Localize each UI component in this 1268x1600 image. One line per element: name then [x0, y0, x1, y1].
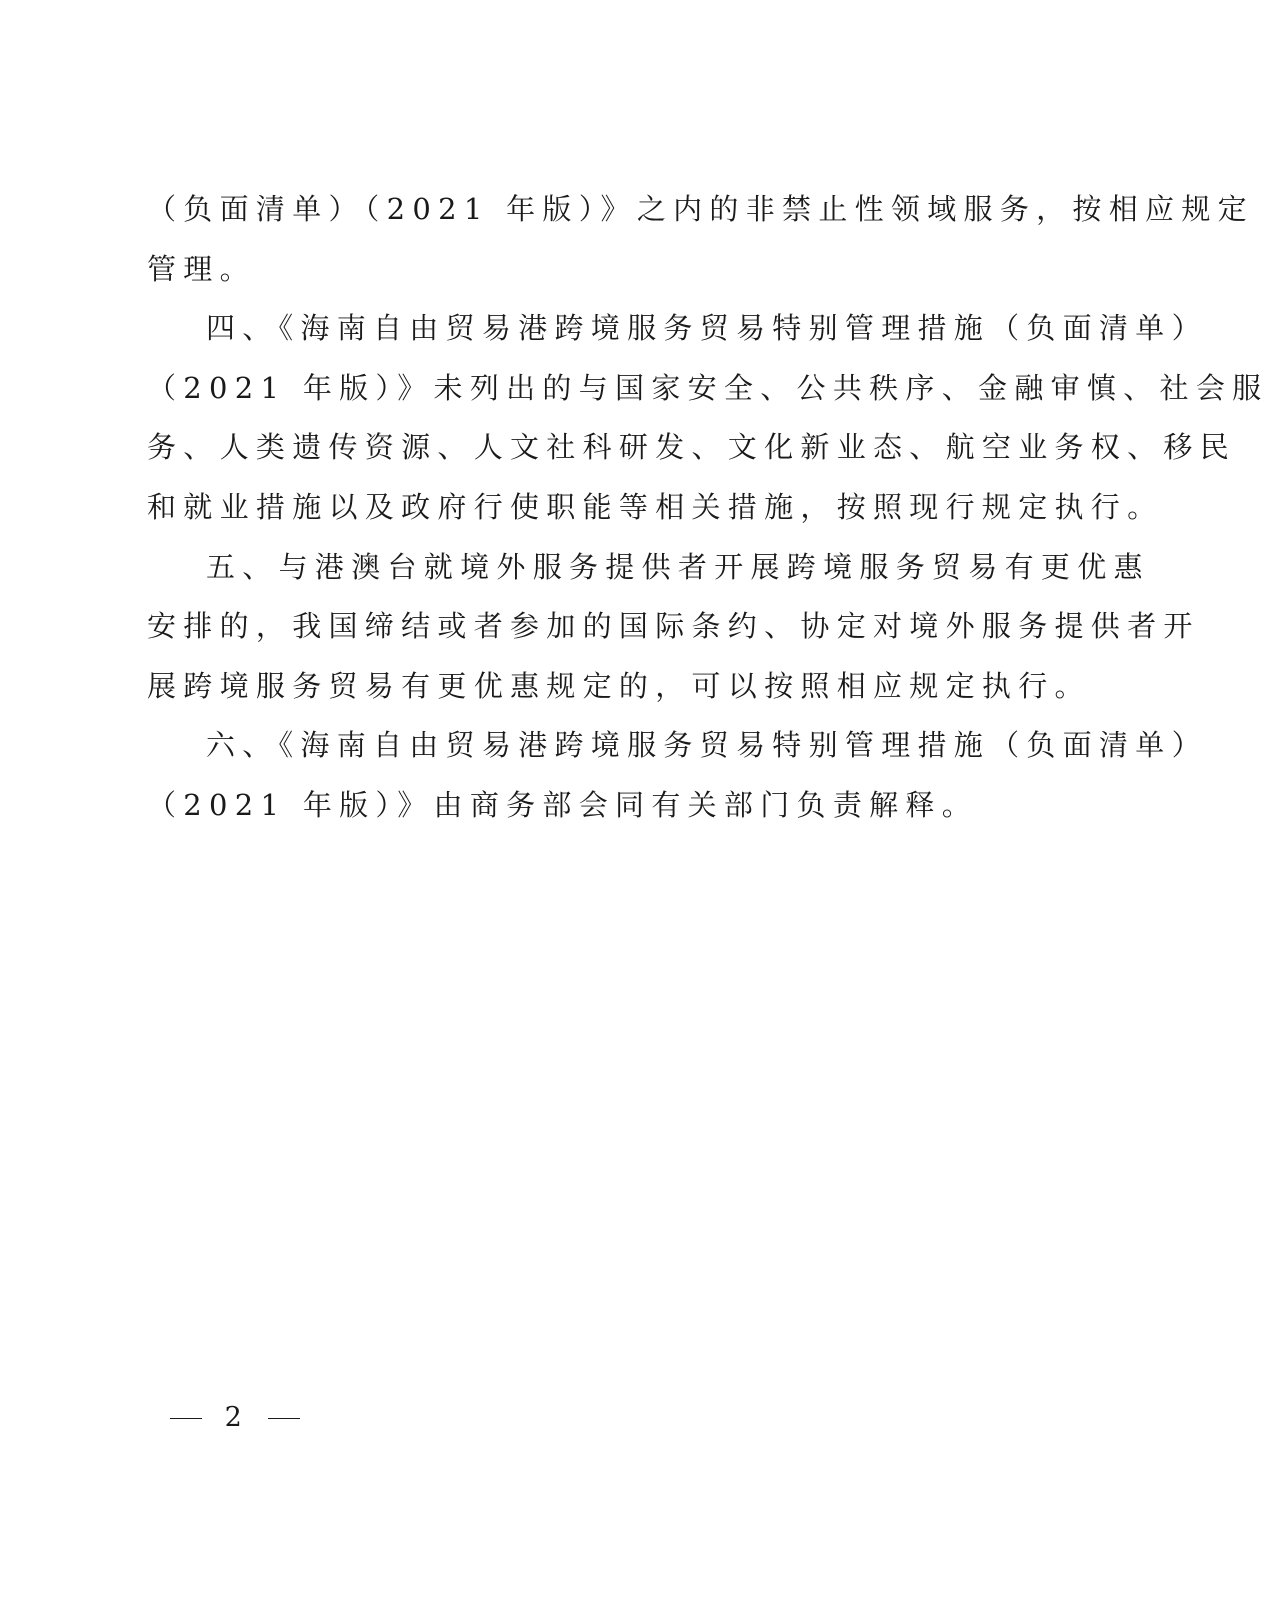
body-line-2: 管理。: [147, 251, 256, 286]
body-line-4: （2021 年版）》未列出的与国家安全、公共秩序、金融审慎、社会服: [147, 370, 1268, 405]
body-line-6: 和就业措施以及政府行使职能等相关措施，按照现行规定执行。: [147, 489, 1164, 524]
page-number: 2: [224, 1402, 246, 1433]
document-body: [147, 180, 1268, 836]
body-line-8: 安排的，我国缔结或者参加的国际条约、协定对境外服务提供者开: [147, 609, 1200, 644]
paragraph-five-start: 五、与港澳台就境外服务提供者开展跨境服务贸易有更优惠: [206, 549, 1150, 584]
body-line-1: （负面清单）（2021 年版）》之内的非禁止性领域服务，按相应规定: [147, 192, 1254, 226]
body-line-5: 务、人类遗传资源、人文社科研发、文化新业态、航空业务权、移民: [147, 430, 1237, 465]
right-dash-divider: [268, 1418, 300, 1420]
body-line-9: 展跨境服务贸易有更优惠规定的，可以按照相应规定执行。: [147, 668, 1091, 703]
paragraph-four-start: 四、《海南自由贸易港跨境服务贸易特别管理措施（负面清单）: [206, 311, 1208, 346]
page-number-footer: [160, 1398, 310, 1438]
paragraph-six-start: 六、《海南自由贸易港跨境服务贸易特别管理措施（负面清单）: [206, 728, 1208, 763]
body-line-11: （2021 年版）》由商务部会同有关部门负责解释。: [147, 787, 979, 822]
left-dash-divider: [170, 1418, 202, 1420]
